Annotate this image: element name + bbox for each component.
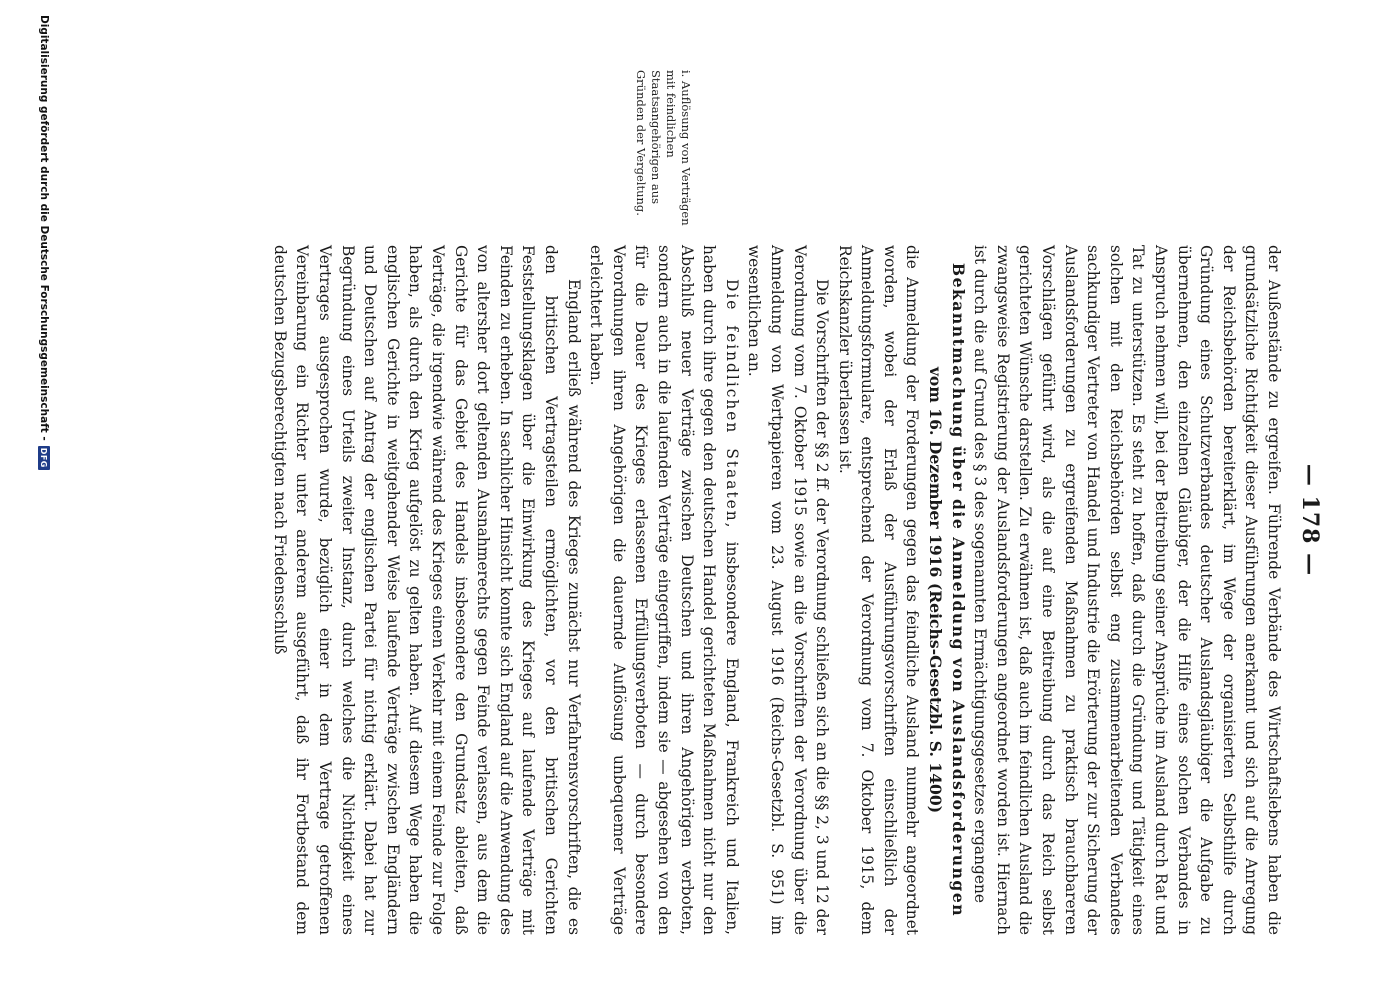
paragraph-england: England erließ während des Krieges zunächst nur Verfahrensvorschriften, die es den britischen Vertragsteilen ermöglichten, vor den britischen Gerichten Feststellungsklagen über die Einwirkung des Krieges auf laufende Verträge mit Feinden zu erheben. In sachlicher Hinsicht konnte sich England auf die Anwendung des von altersher dort geltenden Ausnahmerechts gegen Feinde verlassen, aus dem die Gerichte für das Gebiet des Handels insbesondere den Grundsatz ableiten, daß Verträge, die irgendwie während des Krieges einen Verkehr mit einem Feinde zur Folge haben, als durch den Krieg aufgelöst zu gelten haben. Auf diesem Wege haben die englischen Gerichte in weitgehender Weise laufende Verträge zwischen Engländern und Deutschen auf Antrag der englischen Partei für nichtig erklärt. Dabei hat zur Begründung eines Urteils zweiter Instanz, durch welches die Nichtigkeit eines Vertrages ausgesprochen wurde, bezüglich einer in dem Vertrage getroffenen Vereinbarung ein Richter unter anderem ausgeführt, daß ihr Fortbestand dem deutschen Bezugsberechtigten nach Friedensschluß xyxy=(270,245,583,935)
paragraph-continuation: der Außenstände zu ergreifen. Führende Verbände des Wirtschaftslebens haben die grundsätzliche Richtigkeit dieser Ausführungen anerkannt und sich auf die Anregung der Reichsbehörden bereiterklärt, im Wege der organisierten Selbsthilfe durch Gründung eines Schutzverbandes deutscher Auslandsgläubiger die Aufgabe zu übernehmen, den einzelnen Gläubiger, der die Hilfe eines solchen Verbandes in Anspruch nehmen will, bei der Beitreibung seiner Ansprüche im Ausland durch Rat und Tat zu unterstützen. Es steht zu hoffen, daß durch die Gründung und Tätigkeit eines solchen mit den Reichsbehörden selbst eng zusammenarbeitenden Verbandes sachkundiger Vertreter von Handel und Industrie die Erörterung der zur Sicherung der Auslandsforderungen zu ergreifenden Maßnahmen zu praktisch brauchbareren Vorschlägen geführt wird, als die auf eine Beitreibung durch das Reich selbst gerichteten Wünsche darstellen. Zu erwähnen ist, daß auch im feindlichen Ausland die zwangsweise Registrierung der Auslandsforderungen angeordnet worden ist. Hiernach ist durch die auf Grund des § 3 des sogenannten Ermächtigungsgesetzes ergangene xyxy=(971,245,1283,935)
dfg-logo: DFG xyxy=(39,447,49,468)
paragraph-anmeldung: die Anmeldung der Forderungen gegen das feindliche Ausland nunmehr angeordnet worden, wobei der Erlaß der Ausführungsvorschriften einschließlich der Anmeldungsformulare, entsprechend der Verordnung vom 7. Oktober 1915, dem Reichskanzler überlassen ist. xyxy=(835,245,922,935)
paragraph-vorschriften: Die Vorschriften der §§ 2 ff. der Verordnung schließen sich an die §§ 2, 3 und 12 der Verordnung vom 7. Oktober 1915 sowie an die Vorschriften der Verordnung über die Anmeldung von Wertpapieren vom 23. August 1916 (Reichs-Gesetzbl. S. 951) im wesentlichen an. xyxy=(745,245,832,935)
credit-text: Digitalisierung gefördert durch die Deutsche Forschungsgemeinschaft - xyxy=(38,15,50,441)
page-number: — 178 — xyxy=(1297,463,1323,577)
body-text xyxy=(268,245,1285,935)
digitization-credit xyxy=(38,15,50,975)
paragraph-feindliche-staaten-text: insbesondere England, Frankreich und Italien, haben durch ihre gegen den deutschen Handel gerichteten Maßnahmen nicht nur den Abschluß neuer Verträge zwischen Deutschen und ihren Angehörigen verboten, sondern auch in die laufenden Verträge eingegriffen, indem sie — abgesehen von den für die Dauer des Krieges erlassenen Erfüllungsverboten — durch besondere Verordnungen ihren Angehörigen die dauernde Auflösung unbequemer Verträge erleichtert haben. xyxy=(587,245,741,935)
heading-line-2: vom 16. Dezember 1916 (Reichs-Gesetzbl. S. 1400) xyxy=(926,366,946,814)
section-heading xyxy=(924,245,969,935)
paragraph-feindliche-staaten xyxy=(585,245,743,935)
heading-line-1: Bekanntmachung über die Anmeldung von Auslandsforderungen xyxy=(948,262,968,918)
margin-note: i. Auflösung von Verträgen mit feindlichen Staatsangehörigen aus Gründen der Vergeltung. xyxy=(634,70,693,226)
emphasized-lead: Die feindlichen Staaten, xyxy=(722,279,741,530)
